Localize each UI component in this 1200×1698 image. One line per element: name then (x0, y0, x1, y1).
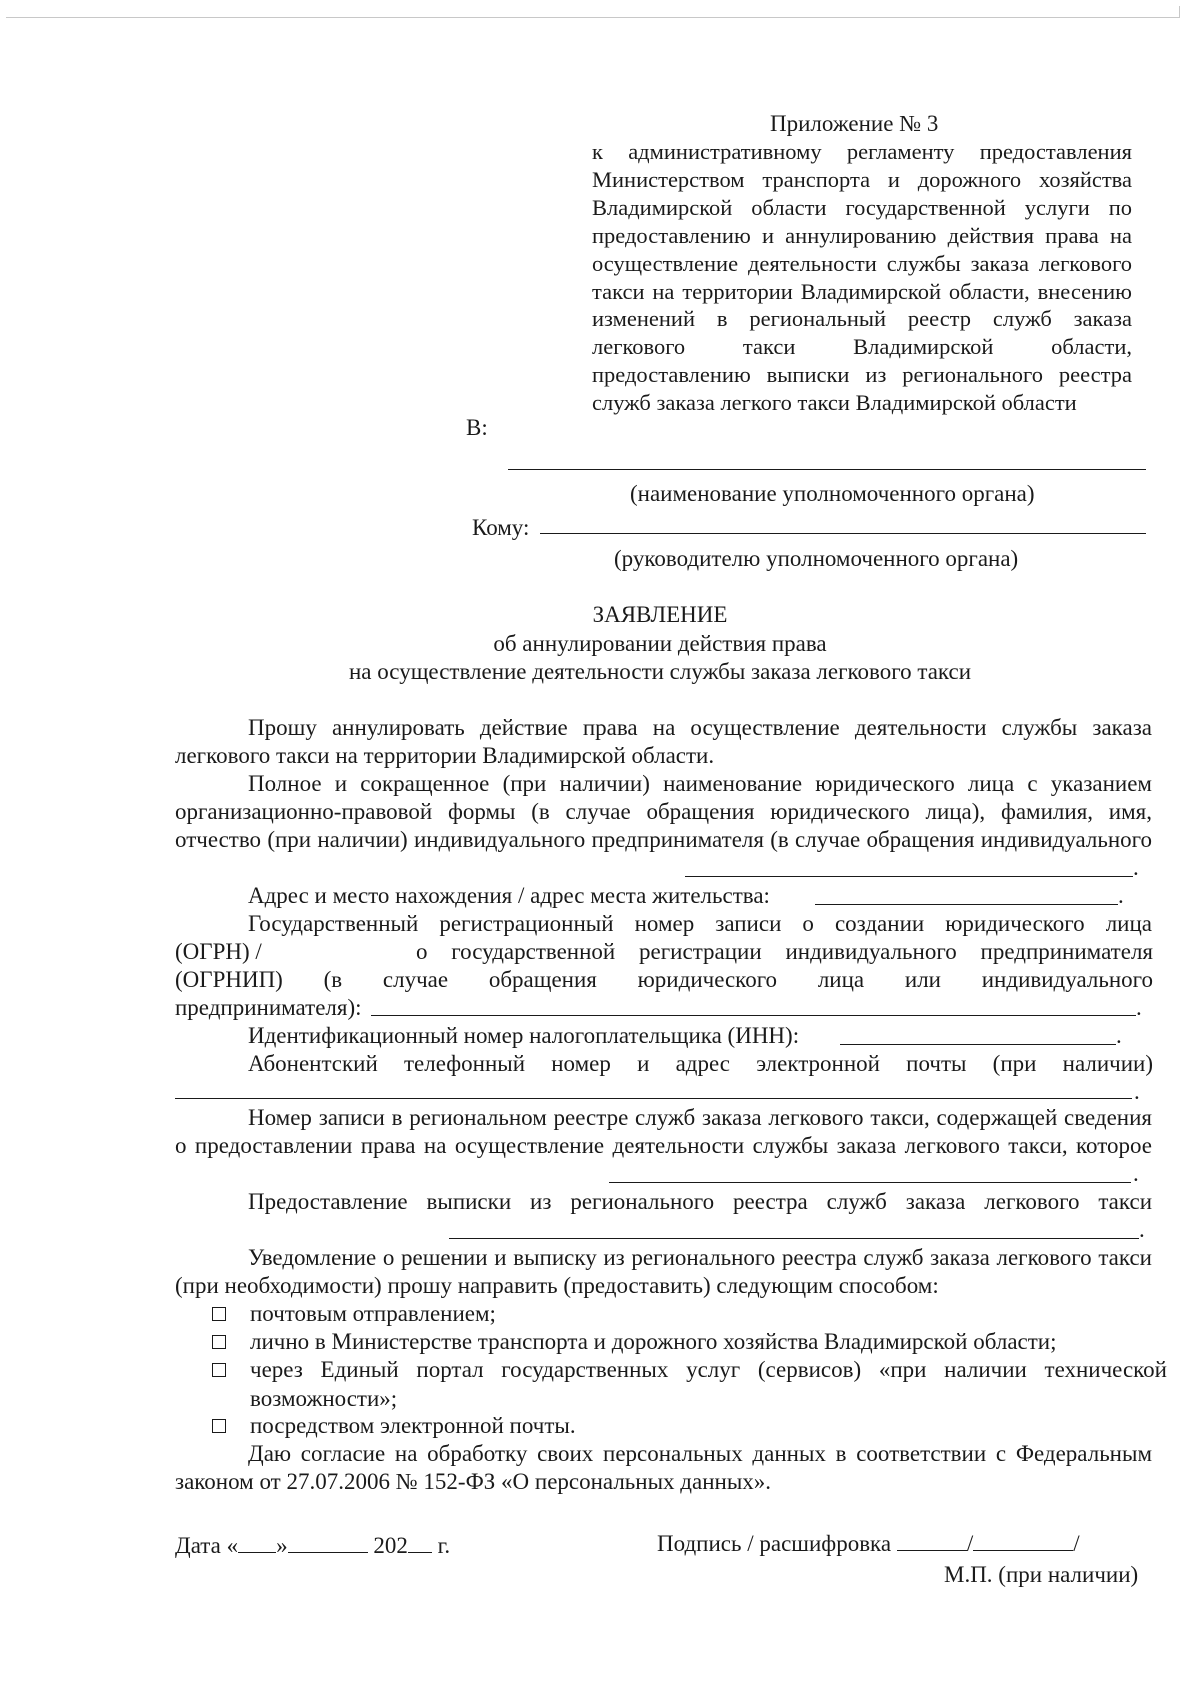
inn-label: Идентификационный номер налогоплательщика (ИНН): (248, 1023, 800, 1048)
registry-number-paragraph: Номер записи в региональном реестре служб заказа легкового такси, содержащей сведения о предоставлении права на осуществление деятельности службы заказа легкового такси, которое (175, 1105, 1152, 1158)
signature-decoding-blank[interactable] (973, 1528, 1073, 1551)
consent-paragraph: Даю согласие на обработку своих персональных данных в соответствии с Федеральным законом от 27.07.2006 № 152-ФЗ «О персональных данных». (175, 1441, 1152, 1494)
option-in-person[interactable]: лично в Министерстве транспорта и дорожного хозяйства Владимирской области; (212, 1328, 1167, 1357)
checkbox-portal[interactable] (212, 1363, 226, 1377)
ogrn-field-line[interactable] (371, 1015, 1136, 1016)
contacts-label: Абонентский телефонный номер и адрес электронной почты (при наличии) (248, 1051, 1153, 1076)
option-email[interactable]: посредством электронной почты. (212, 1412, 1167, 1441)
entity-name-field-line[interactable] (685, 876, 1133, 877)
option-portal[interactable]: через Единый портал государственных услуг (сервисов) «при наличии технической возможности»; (212, 1356, 1167, 1413)
address-field-line[interactable] (815, 904, 1118, 905)
entity-name-paragraph: Полное и сокращенное (при наличии) наименование юридического лица с указанием организационно-правовой формы (в случае обращения юридического лица), фамилия, имя, отчество (при наличии) индивидуального предпринимателя (в случае обращения индивидуального (175, 771, 1152, 852)
statement-title: ЗАЯВЛЕНИЕ (592, 602, 728, 627)
option-mail[interactable]: почтовым отправлением; (212, 1300, 1167, 1329)
ogrn-line-4: предпринимателя): (175, 995, 362, 1020)
entity-name-lastline (175, 854, 683, 883)
ogrnip-text: о государственной регистрации индивидуального предпринимателя (416, 939, 1153, 964)
extract-paragraph: Предоставление выписки из регионального реестра служб заказа легкового такси (248, 1189, 1152, 1214)
entity-name-period: . (1133, 855, 1139, 880)
whom-label: Кому: (472, 515, 530, 540)
seal-note: М.П. (при наличии) (944, 1562, 1139, 1587)
extract-field-line[interactable] (449, 1238, 1139, 1239)
checkbox-email[interactable] (212, 1419, 226, 1433)
ogrn-line-3: (ОГРНИП) (в случае обращения юридического лица или индивидуального (175, 967, 1153, 992)
to-field-line[interactable] (508, 469, 1146, 470)
statement-subtitle-2: на осуществление деятельности службы заказа легкового такси (348, 659, 972, 684)
date-mid: » (276, 1533, 288, 1558)
checkbox-mail[interactable] (212, 1307, 226, 1321)
date-prefix: Дата « (175, 1533, 239, 1558)
appendix-title: Приложение № 3 (770, 111, 939, 136)
statement-subtitle-1: об аннулировании действия права (493, 631, 827, 656)
signature-field (657, 1528, 1080, 1559)
signature-blank[interactable] (897, 1528, 967, 1551)
date-field (175, 1530, 450, 1561)
notification-paragraph: Уведомление о решении и выписку из регионального реестра служб заказа легкового такси (при необходимости) прошу направить (предоставить) следующим способом: (175, 1245, 1152, 1298)
inn-field-line[interactable] (840, 1044, 1116, 1045)
signature-slash-end: / (1073, 1531, 1080, 1556)
ogrn-line-1: Государственный регистрационный номер записи о создании юридического лица (248, 911, 1152, 936)
registry-number-field-line[interactable] (609, 1182, 1131, 1183)
ogrn-period: . (1136, 995, 1142, 1020)
date-year: 202 (373, 1533, 408, 1558)
signature-slash: / (966, 1531, 974, 1556)
date-year-blank[interactable] (408, 1530, 432, 1553)
extract-period: . (1139, 1217, 1145, 1242)
signature-label: Подпись / расшифровка (657, 1531, 892, 1556)
checkbox-in-person[interactable] (212, 1335, 226, 1349)
appendix-description: к административному регламенту предоставления Министерством транспорта и дорожного хозяйства Владимирской области государственной услуги по предоставлению и аннулированию действия права на осуществление деятельности службы заказа легкового такси на территории Владимирской области, внесению изменений в региональный реестр служб заказа легкового такси Владимирской области, предоставлению выписки из регионального реестра служб заказа легкого такси Владимирской области (592, 139, 1132, 416)
contacts-field-line[interactable] (175, 1098, 1132, 1099)
ogrn-label: (ОГРН) / (175, 939, 262, 964)
registry-number-period: . (1133, 1161, 1139, 1186)
date-suffix: г. (437, 1533, 451, 1558)
inn-period: . (1116, 1023, 1122, 1048)
address-label: Адрес и место нахождения / адрес места жительства: (248, 883, 770, 908)
whom-field-line[interactable] (540, 533, 1146, 534)
to-label: В: (466, 415, 488, 440)
contacts-period: . (1134, 1079, 1140, 1104)
date-month-blank[interactable] (288, 1530, 368, 1553)
whom-caption: (руководителю уполномоченного органа) (614, 546, 1019, 571)
to-caption: (наименование уполномоченного органа) (630, 481, 1035, 506)
request-paragraph: Прошу аннулировать действие права на осуществление деятельности службы заказа легкового такси на территории Владимирской области. (175, 715, 1152, 768)
address-period: . (1118, 883, 1124, 908)
date-day-blank[interactable] (238, 1530, 276, 1553)
